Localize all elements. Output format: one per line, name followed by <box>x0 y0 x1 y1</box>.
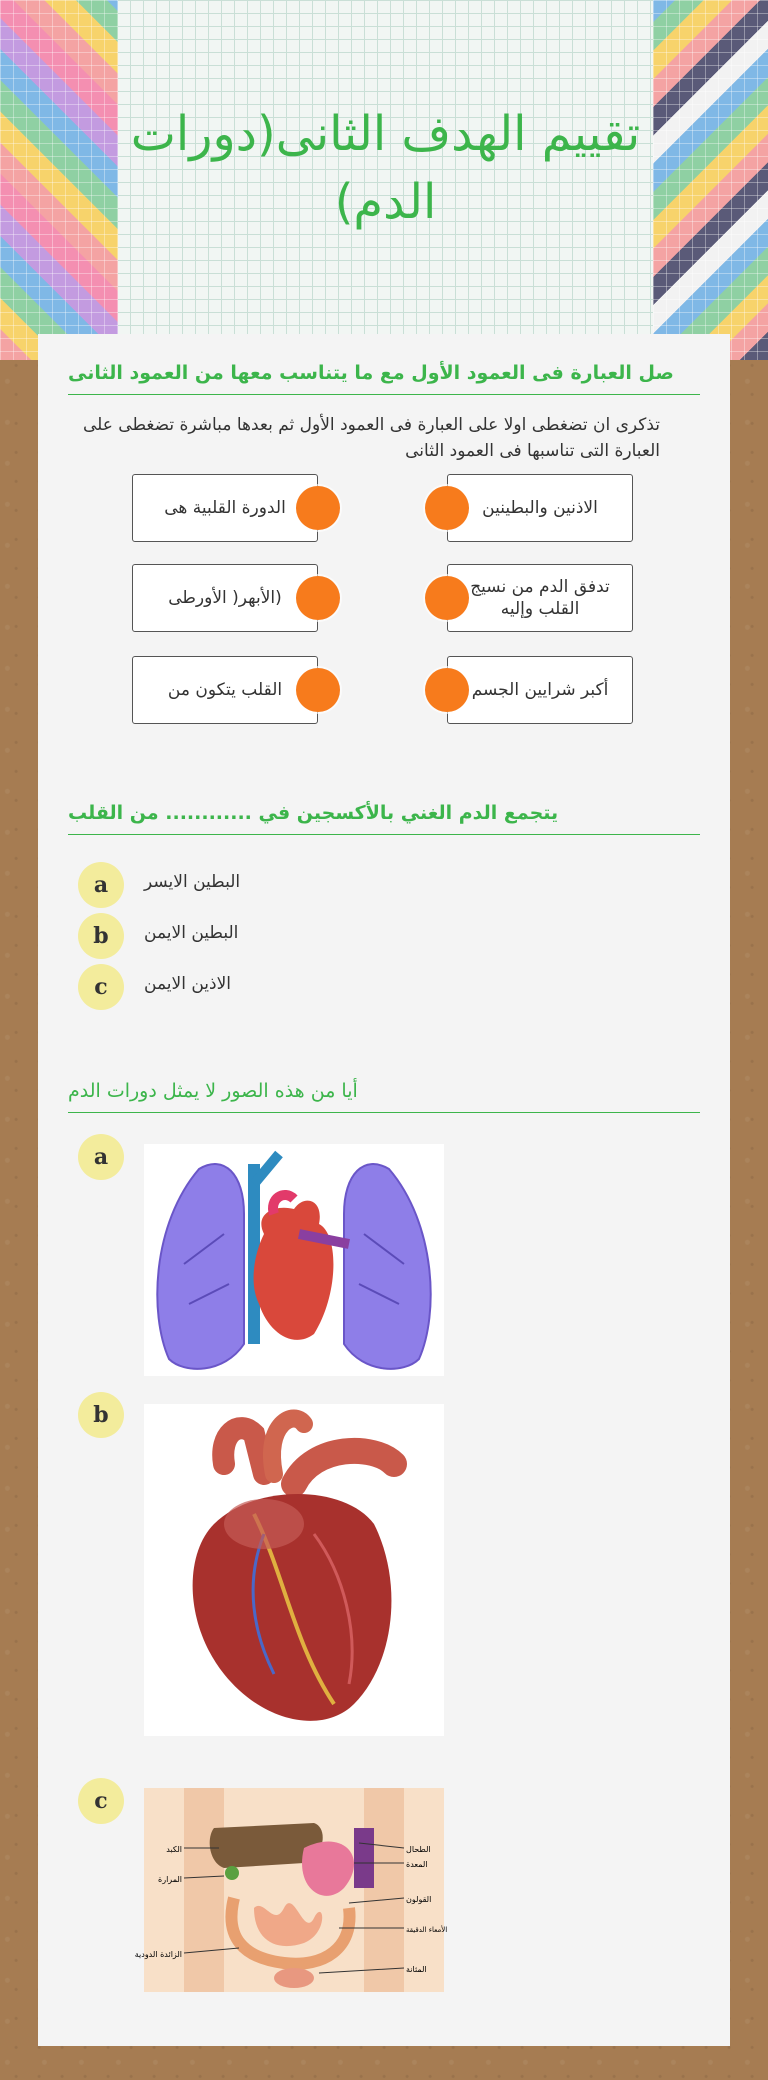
question-3-title: أيا من هذه الصور لا يمثل دورات الدم <box>68 1078 700 1113</box>
question-1-instructions: تذكرى ان تضغطى اولا على العبارة فى العمود الأول ثم بعدها مباشرة تضغطى على العبارة التى تناسبها فى العمود الثانى <box>82 415 660 461</box>
match-right-3[interactable]: أكبر شرايين الجسم <box>447 656 633 724</box>
option-b-badge[interactable]: b <box>78 913 124 959</box>
diagram-label-bladder: المثانة <box>406 1965 427 1974</box>
option-a-text[interactable]: البطين الايسر <box>144 872 241 892</box>
match-connector-right-3[interactable] <box>425 668 469 712</box>
match-connector-left-3[interactable] <box>296 668 340 712</box>
digestive-illustration <box>134 1788 448 1992</box>
header-banner <box>0 0 768 360</box>
match-connector-right-2[interactable] <box>425 576 469 620</box>
match-left-2[interactable]: (الأبهر( الأورطى <box>132 564 318 632</box>
match-right-1[interactable]: الاذنين والبطينين <box>447 474 633 542</box>
match-left-3[interactable]: القلب يتكون من <box>132 656 318 724</box>
diagram-label-stomach: المعدة <box>406 1860 428 1869</box>
match-connector-right-1[interactable] <box>425 486 469 530</box>
heart-illustration <box>144 1404 444 1736</box>
match-connector-left-1[interactable] <box>296 486 340 530</box>
quiz-card <box>38 334 730 2046</box>
diagram-label-spleen: الطحال <box>406 1845 431 1854</box>
question-1-title: صل العبارة فى العمود الأول مع ما يتناسب معها من العمود الثانى <box>68 360 700 395</box>
heart-image[interactable] <box>144 1404 444 1736</box>
lungs-heart-image[interactable] <box>144 1144 444 1376</box>
diagram-label-liver: الكبد <box>166 1845 182 1854</box>
image-option-a-badge[interactable]: a <box>78 1134 124 1180</box>
page-title: تقييم الهدف الثانى(دورات الدم) <box>130 106 641 230</box>
option-a-badge[interactable]: a <box>78 862 124 908</box>
digestive-system-image[interactable] <box>134 1788 448 1992</box>
option-c-text[interactable]: الاذين الايمن <box>144 974 231 994</box>
option-b-text[interactable]: البطين الايمن <box>144 923 239 943</box>
match-left-1[interactable]: الدورة القلبية هى <box>132 474 318 542</box>
decorative-chevron-left <box>0 0 118 360</box>
diagram-label-colon: القولون <box>406 1895 432 1904</box>
question-2-title: يتجمع الدم الغني بالأكسجين في ............ من القلب <box>68 800 700 835</box>
match-right-2[interactable]: تدفق الدم من نسيج القلب وإليه <box>447 564 633 632</box>
diagram-label-gallbladder: المرارة <box>158 1875 182 1884</box>
image-option-b-badge[interactable]: b <box>78 1392 124 1438</box>
diagram-label-appendix: الزائدة الدودية <box>134 1950 182 1959</box>
match-connector-left-2[interactable] <box>296 576 340 620</box>
lungs-heart-illustration <box>144 1144 444 1376</box>
image-option-c-badge[interactable]: c <box>78 1778 124 1824</box>
diagram-label-small-intestine: الأمعاء الدقيقة <box>406 1926 448 1934</box>
option-c-badge[interactable]: c <box>78 964 124 1010</box>
decorative-chevron-right <box>653 0 768 360</box>
